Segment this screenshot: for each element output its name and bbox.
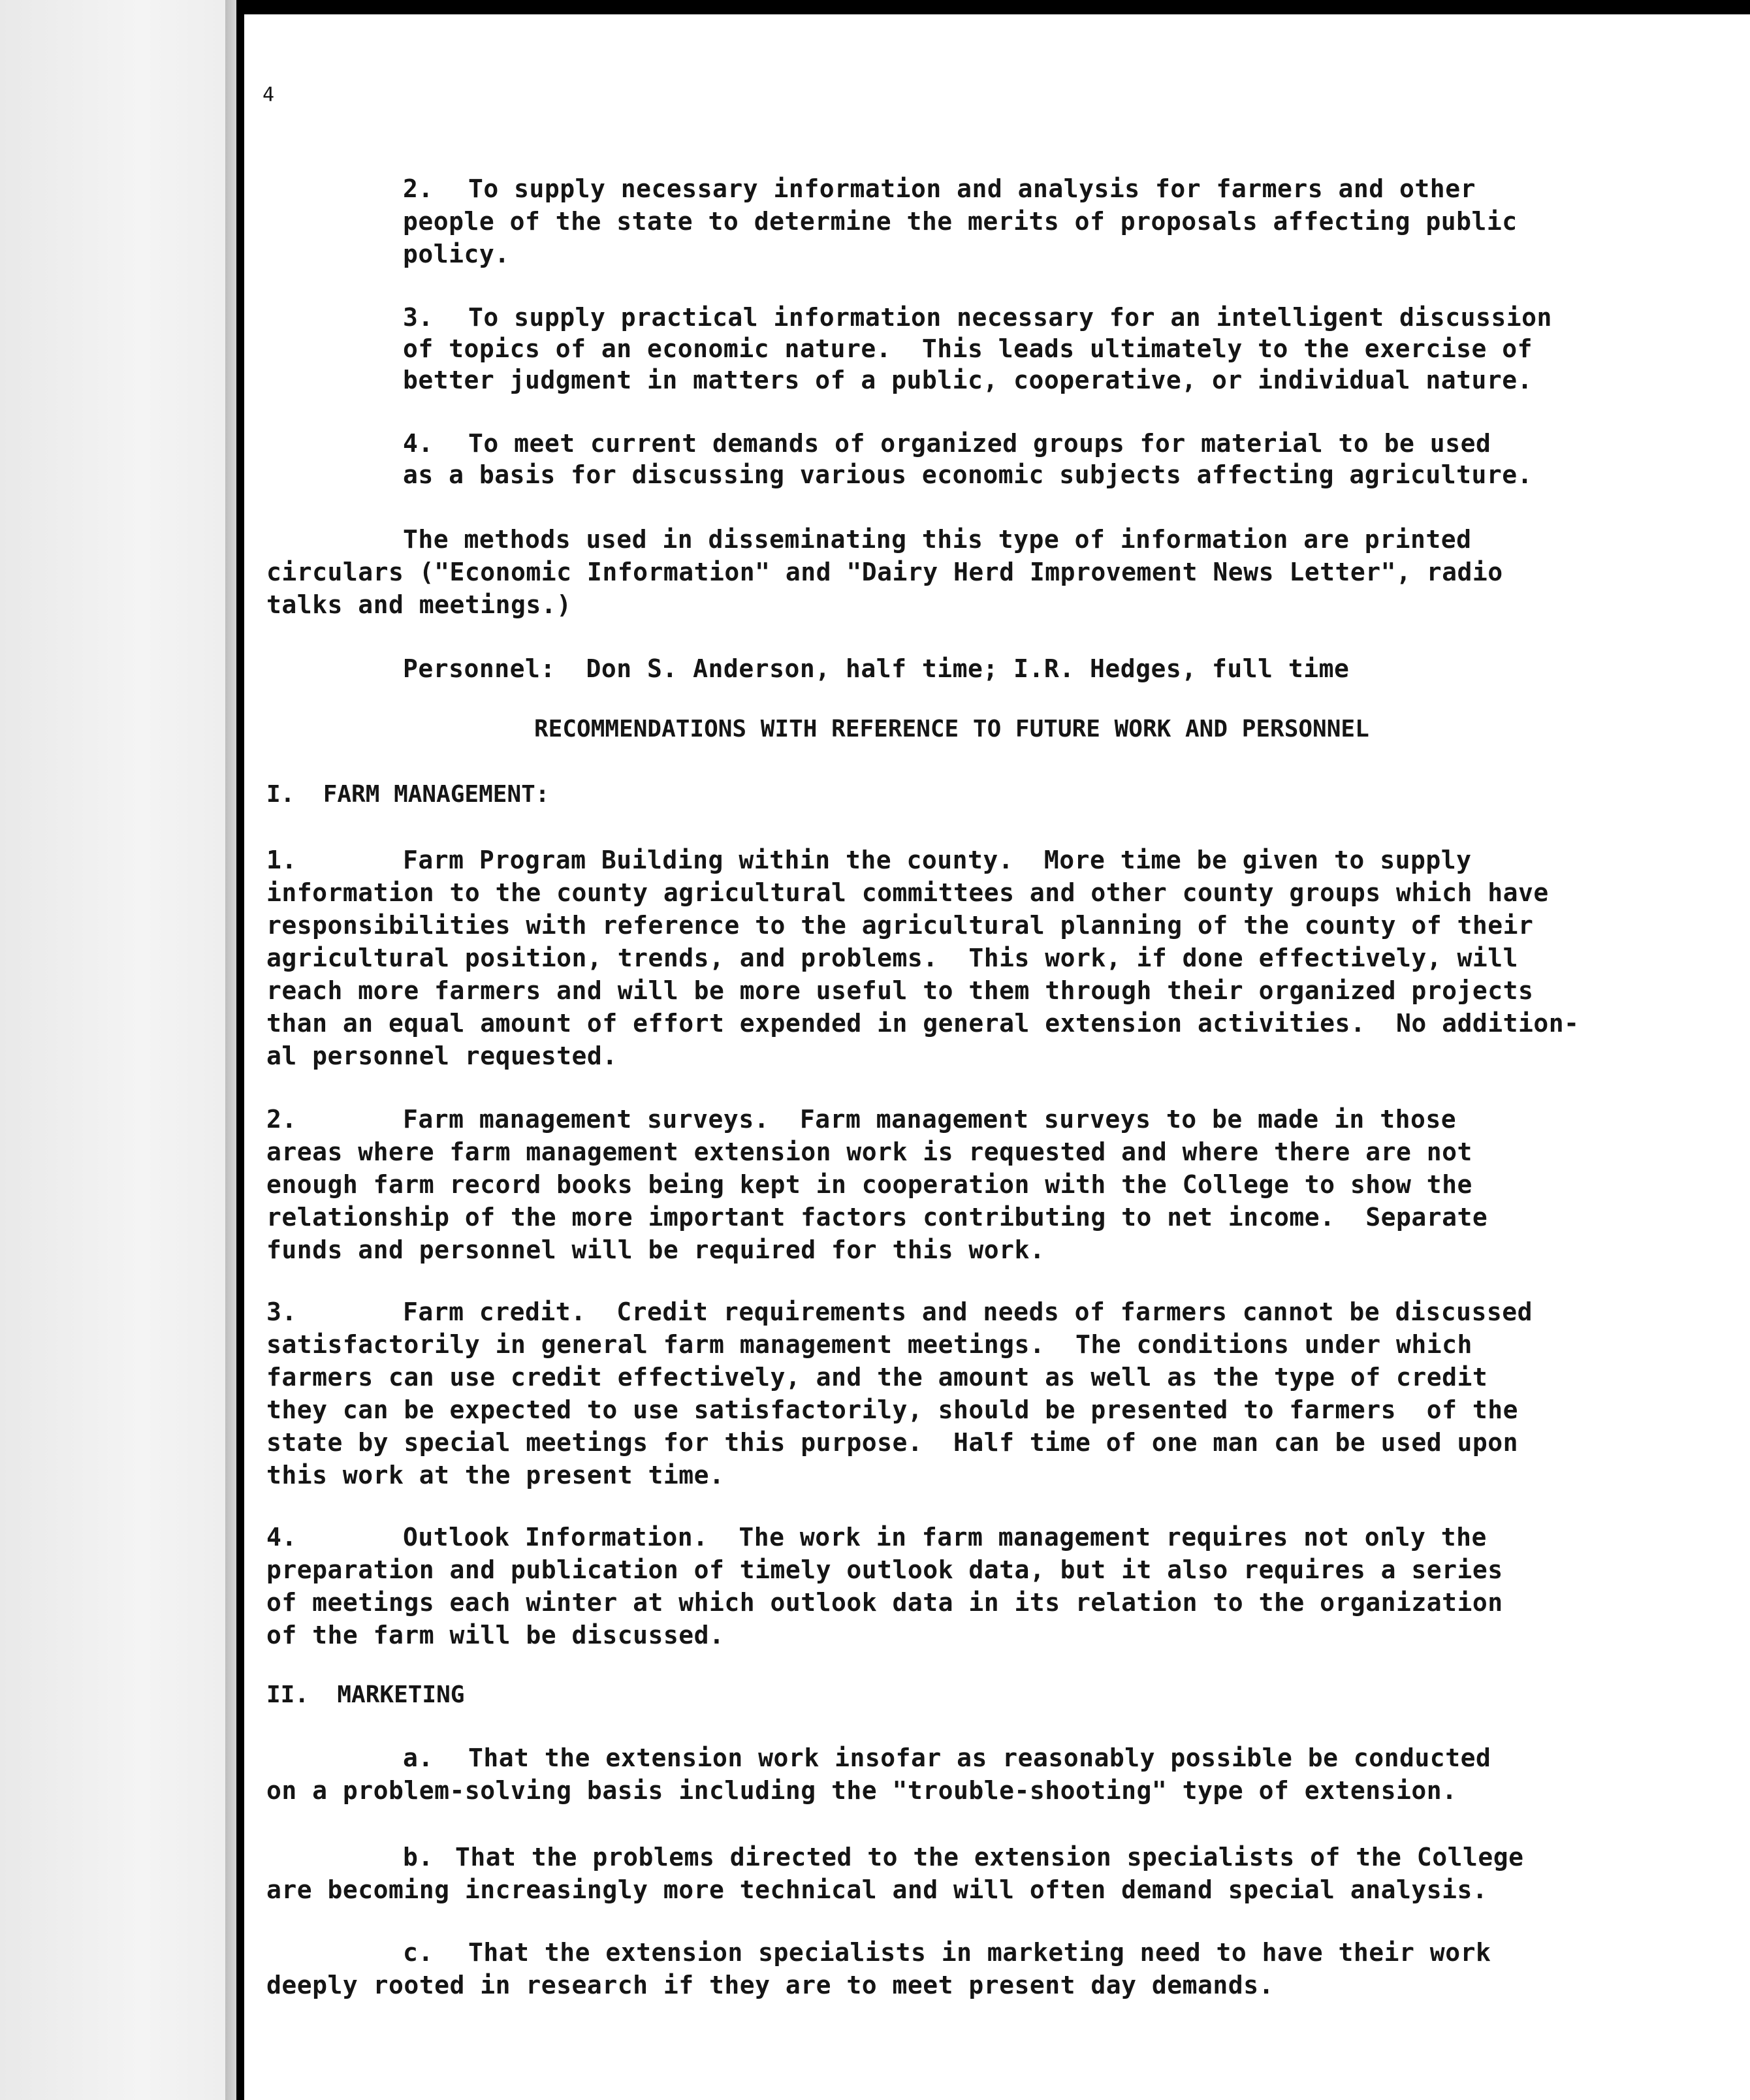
fm-item-1-line-1: Farm Program Building within the county. More time be given to supply xyxy=(403,846,1472,874)
fm-item-1-line-2: information to the county agricultural committees and other county groups which have xyxy=(266,878,1549,907)
scan-top-border xyxy=(0,0,1750,14)
mk-item-b-line-1: That the problems directed to the extension specialists of the College xyxy=(455,1843,1524,1871)
fm-item-4-line-4: of the farm will be discussed. xyxy=(266,1621,725,1649)
fm-item-2-number: 2. xyxy=(266,1105,297,1134)
objective-2-number: 2. xyxy=(403,174,434,203)
objective-3-line-3: better judgment in matters of a public, cooperative, or individual nature. xyxy=(403,366,1533,394)
page-gutter-shadow xyxy=(225,0,236,2100)
fm-item-1-line-4: agricultural position, trends, and problems. This work, if done effectively, will xyxy=(266,944,1518,972)
book-spine xyxy=(236,0,244,2100)
farm-management-heading: I. FARM MANAGEMENT: xyxy=(266,781,550,808)
objective-2-line-2: people of the state to determine the merits of proposals affecting public xyxy=(403,207,1518,236)
mk-item-b-letter: b. xyxy=(403,1843,434,1871)
mk-item-a-letter: a. xyxy=(403,1743,434,1772)
objective-4-line-1: To meet current demands of organized groups for material to be used xyxy=(468,429,1491,458)
fm-item-4-line-1: Outlook Information. The work in farm management requires not only the xyxy=(403,1523,1487,1551)
mk-item-a-line-1: That the extension work insofar as reasonably possible be conducted xyxy=(468,1743,1491,1772)
objective-2-line-3: policy. xyxy=(403,240,510,268)
objective-2-line-1: To supply necessary information and analysis for farmers and other xyxy=(468,174,1476,203)
marketing-heading: II. MARKETING xyxy=(266,1681,465,1708)
fm-item-2-line-5: funds and personnel will be required for this work. xyxy=(266,1235,1045,1264)
objective-4-line-2: as a basis for discussing various economic subjects affecting agriculture. xyxy=(403,460,1533,489)
fm-item-3-line-3: farmers can use credit effectively, and the amount as well as the type of credit xyxy=(266,1363,1488,1392)
objective-3-line-2: of topics of an economic nature. This leads ultimately to the exercise of xyxy=(403,334,1533,363)
mk-item-b-line-2: are becoming increasingly more technical and will often demand special analysis. xyxy=(266,1875,1488,1904)
fm-item-4-line-2: preparation and publication of timely outlook data, but it also requires a series xyxy=(266,1555,1503,1584)
fm-item-1-line-6: than an equal amount of effort expended in general extension activities. No addition- xyxy=(266,1009,1580,1038)
fm-item-1-line-5: reach more farmers and will be more useful to them through their organized projects xyxy=(266,976,1534,1005)
fm-item-1-number: 1. xyxy=(266,846,297,874)
mk-item-c-letter: c. xyxy=(403,1938,434,1967)
fm-item-1-line-3: responsibilities with reference to the agricultural planning of the county of their xyxy=(266,911,1534,940)
fm-item-3-number: 3. xyxy=(266,1297,297,1326)
fm-item-2-line-1: Farm management surveys. Farm management surveys to be made in those xyxy=(403,1105,1457,1134)
fm-item-1-line-7: al personnel requested. xyxy=(266,1042,618,1070)
fm-item-3-line-5: state by special meetings for this purpose. Half time of one man can be used upon xyxy=(266,1428,1518,1457)
fm-item-3-line-1: Farm credit. Credit requirements and needs of farmers cannot be discussed xyxy=(403,1297,1533,1326)
methods-line-3: talks and meetings.) xyxy=(266,590,572,619)
fm-item-4-line-3: of meetings each winter at which outlook data in its relation to the organization xyxy=(266,1588,1503,1617)
methods-line-1: The methods used in disseminating this type of information are printed xyxy=(403,525,1472,554)
page-number: 4 xyxy=(262,84,275,106)
recommendations-title: RECOMMENDATIONS WITH REFERENCE TO FUTURE WORK AND PERSONNEL xyxy=(534,716,1369,742)
fm-item-3-line-4: they can be expected to use satisfactorily, should be presented to farmers of the xyxy=(266,1395,1518,1424)
adjacent-page-edge xyxy=(0,0,236,2100)
fm-item-2-line-3: enough farm record books being kept in cooperation with the College to show the xyxy=(266,1170,1472,1199)
mk-item-c-line-1: That the extension specialists in marketing need to have their work xyxy=(468,1938,1491,1967)
mk-item-c-line-2: deeply rooted in research if they are to meet present day demands. xyxy=(266,1971,1274,1999)
personnel-line: Personnel: Don S. Anderson, half time; I.R. Hedges, full time xyxy=(403,654,1350,683)
fm-item-4-number: 4. xyxy=(266,1523,297,1551)
fm-item-2-line-4: relationship of the more important factors contributing to net income. Separate xyxy=(266,1203,1488,1232)
fm-item-3-line-2: satisfactorily in general farm management meetings. The conditions under which xyxy=(266,1330,1472,1359)
fm-item-3-line-6: this work at the present time. xyxy=(266,1461,725,1489)
objective-3-number: 3. xyxy=(403,303,434,332)
objective-3-line-1: To supply practical information necessary for an intelligent discussion xyxy=(468,303,1552,332)
methods-line-2: circulars ("Economic Information" and "Dairy Herd Improvement News Letter", radio xyxy=(266,558,1503,586)
fm-item-2-line-2: areas where farm management extension work is requested and where there are not xyxy=(266,1138,1472,1166)
mk-item-a-line-2: on a problem-solving basis including the "trouble-shooting" type of extension. xyxy=(266,1776,1457,1805)
objective-4-number: 4. xyxy=(403,429,434,458)
